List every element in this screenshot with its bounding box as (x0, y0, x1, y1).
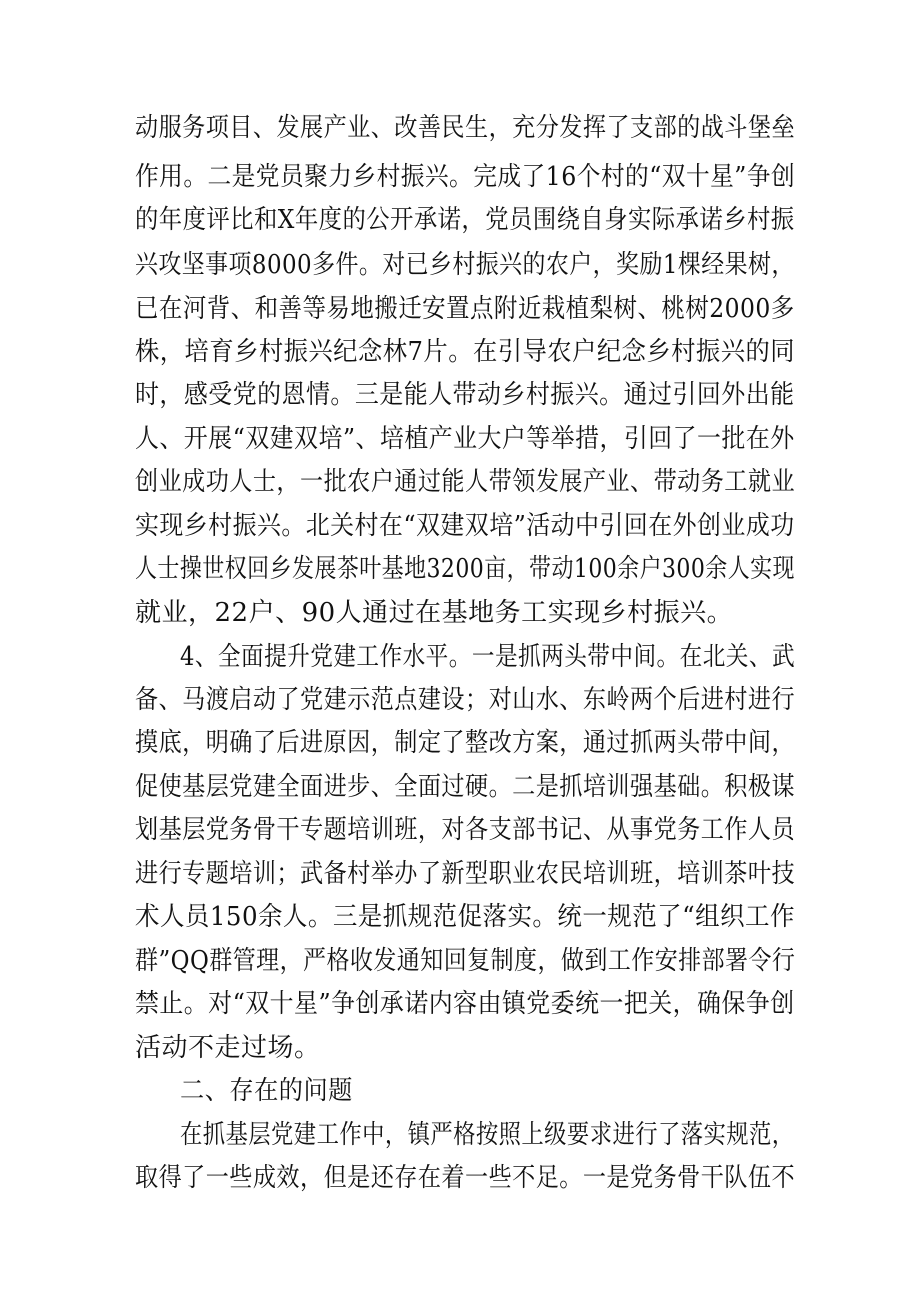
paragraph-line: 株，培育乡村振兴纪念林7片。在引导农户纪念乡村振兴的同 (135, 337, 796, 367)
paragraph-line: 动服务项目、发展产业、改善民生，充分发挥了支部的战斗堡垒 (135, 113, 796, 143)
paragraph-line: 的年度评比和X年度的公开承诺，党员围绕自身实际承诺乡村振 (135, 205, 795, 235)
paragraph-line: 禁止。对“双十星”争创承诺内容由镇党委统一把关，确保争创 (135, 989, 795, 1019)
section-heading: 二、存在的问题 (180, 1076, 353, 1106)
paragraph-line: 已在河背、和善等易地搬迁安置点附近栽植梨树、桃树2000多 (135, 294, 795, 324)
paragraph-line: 活动不走过场。 (135, 1033, 321, 1063)
paragraph-line: 人士操世权回乡发展茶叶基地3200亩，带动100余户300余人实现 (135, 554, 795, 584)
paragraph-line: 就业，22户、90人通过在基地务工实现乡村振兴。 (135, 598, 734, 628)
paragraph-line: 摸底，明确了后进原因，制定了整改方案，通过抓两头带中间， (135, 728, 796, 758)
paragraph-line: 群”QQ群管理，严格收发通知回复制度，做到工作安排部署令行 (135, 946, 796, 976)
paragraph-line: 4、全面提升党建工作水平。一是抓两头带中间。在北关、武 (180, 642, 796, 672)
paragraph-line: 备、马渡启动了党建示范点建设；对山水、东岭两个后进村进行 (135, 685, 796, 715)
paragraph-line: 时，感受党的恩情。三是能人带动乡村振兴。通过引回外出能 (135, 380, 795, 410)
paragraph-line: 术人员150余人。三是抓规范促落实。统一规范了“组织工作 (135, 902, 795, 932)
paragraph-line: 在抓基层党建工作中，镇严格按照上级要求进行了落实规范， (180, 1120, 795, 1150)
paragraph-line: 促使基层党建全面进步、全面过硬。二是抓培训强基础。积极谋 (135, 772, 796, 802)
paragraph-line: 兴攻坚事项8000多件。对已乡村振兴的农户，奖励1棵经果树， (135, 250, 795, 280)
paragraph-line: 划基层党务骨干专题培训班，对各支部书记、从事党务工作人员 (135, 815, 796, 845)
paragraph-line: 作用。二是党员聚力乡村振兴。完成了16个村的“双十星”争创 (135, 162, 796, 192)
paragraph-line: 进行专题培训；武备村举办了新型职业农民培训班，培训茶叶技 (135, 859, 796, 889)
paragraph-line: 取得了一些成效，但是还存在着一些不足。一是党务骨干队伍不 (135, 1163, 796, 1193)
paragraph-line: 实现乡村振兴。北关村在“双建双培”活动中引回在外创业成功 (135, 511, 795, 541)
paragraph-line: 创业成功人士，一批农户通过能人带领发展产业、带动务工就业 (135, 467, 796, 497)
paragraph-line: 人、开展“双建双培”、培植产业大户等举措，引回了一批在外 (135, 424, 795, 454)
